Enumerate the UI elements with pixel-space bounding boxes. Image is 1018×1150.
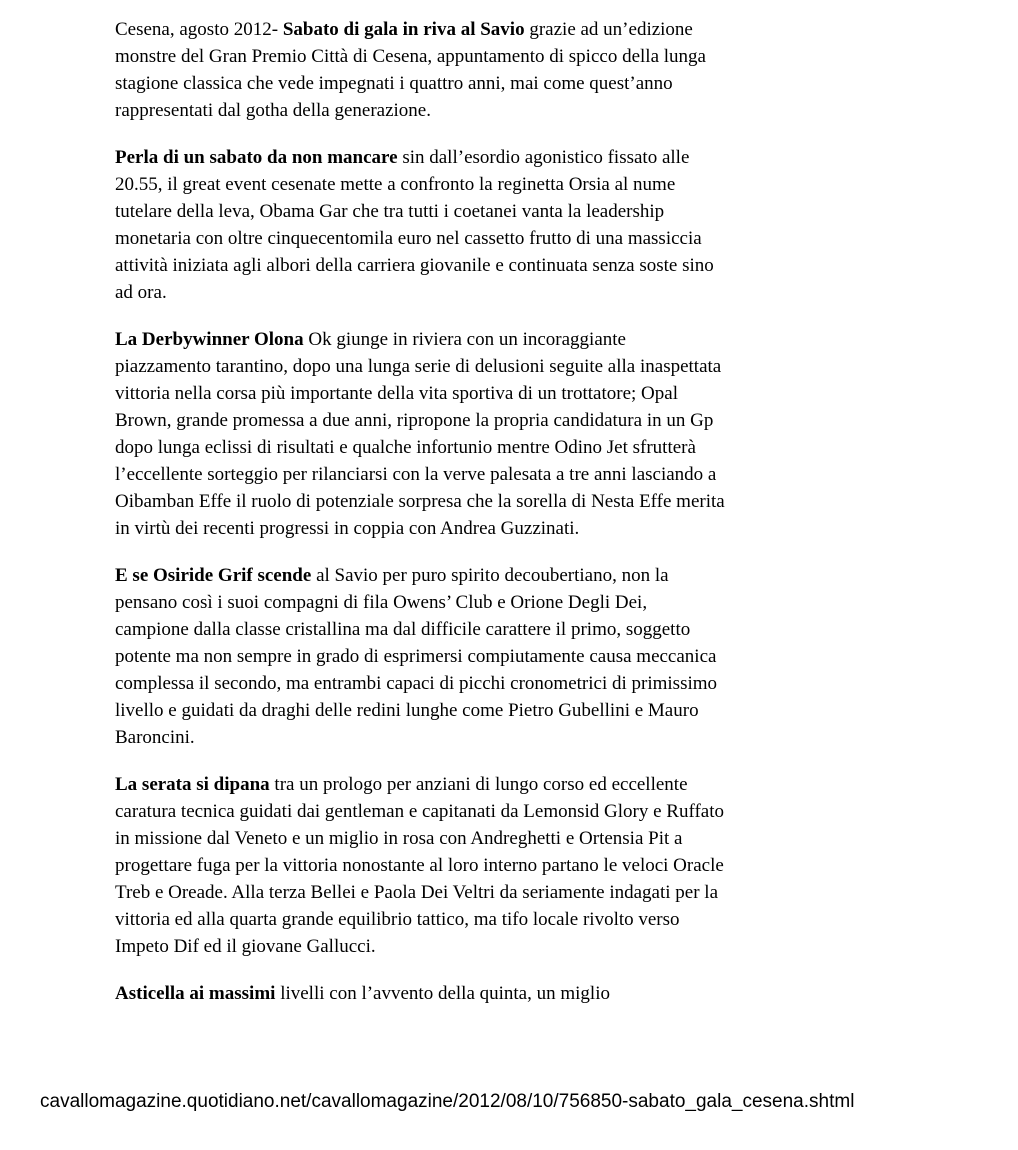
paragraph-osiride: [115, 562, 725, 751]
paragraph-lead: E se Osiride Grif scende: [115, 565, 312, 586]
paragraph-lead: Asticella ai massimi: [115, 983, 276, 1004]
paragraph-lead: La serata si dipana: [115, 774, 270, 795]
paragraph-text: sin dall’esordio agonistico fissato alle 20.55, il great event cesenate mette a confronto la reginetta Orsia al nume tutelare della leva, Obama Gar che tra tutti i coetanei vanta la leadership monetaria con oltre cinquecentomila euro nel cassetto frutto di una massiccia attività iniziata agli albori della carriera giovanile e continuata senza soste sino ad ora.: [115, 147, 714, 303]
paragraph-derbywinner: [115, 326, 725, 542]
paragraph-lead: La Derbywinner Olona: [115, 329, 304, 350]
paragraph-lead: Perla di un sabato da non mancare: [115, 147, 398, 168]
paragraph-text: al Savio per puro spirito decoubertiano, non la pensano così i suoi compagni di fila Owens’ Club e Orione Degli Dei, campione dalla classe cristallina ma dal difficile carattere il primo, soggetto potente ma non sempre in grado di esprimersi compiutamente causa meccanica complessa il secondo, ma entrambi capaci di picchi cronometrici di primissimo livello e guidati da draghi delle redini lunghe come Pietro Gubellini e Mauro Baroncini.: [115, 565, 718, 748]
paragraph-text: grazie ad un’edizione monstre del Gran Premio Città di Cesena, appuntamento di spicco della lunga stagione classica che vede impegnati i quattro anni, mai come quest’anno rappresentati dal gotha della generazione.: [115, 19, 706, 121]
paragraph-text: Ok giunge in riviera con un incoraggiante piazzamento tarantino, dopo una lunga serie di delusioni seguite alla inaspettata vittoria nella corsa più importante della vita sportiva di un trottatore; Opal Brown, grande promessa a due anni, ripropone la propria candidatura in un Gp dopo lunga eclissi di risultati e qualche infortunio mentre Odino Jet sfrutterà l’eccellente sorteggio per rilanciarsi con la verve palesata a tre anni lasciando a Oibamban Effe il ruolo di potenziale sorpresa che la sorella di Nesta Effe merita in virtù dei recenti progressi in coppia con Andrea Guzzinati.: [115, 329, 725, 539]
article-body: [115, 16, 725, 1027]
paragraph-text: livelli con l’avvento della quinta, un miglio: [275, 983, 610, 1004]
paragraph-perla: [115, 144, 725, 306]
paragraph-lead: Sabato di gala in riva al Savio: [282, 19, 525, 40]
paragraph-asticella: [115, 980, 725, 1007]
source-url: cavallomagazine.quotidiano.net/cavallomagazine/2012/08/10/756850-sabato_gala_cesena.shtml: [40, 1091, 855, 1112]
paragraph-serata: [115, 771, 725, 960]
paragraph-intro: [115, 16, 725, 124]
paragraph-prefix: Cesena, agosto 2012-: [115, 19, 283, 40]
paragraph-text: tra un prologo per anziani di lungo corso ed eccellente caratura tecnica guidati dai gentleman e capitanati da Lemonsid Glory e Ruffato in missione dal Veneto e un miglio in rosa con Andreghetti e Ortensia Pit a progettare fuga per la vittoria nonostante al loro interno partano le veloci Oracle Treb e Oreade. Alla terza Bellei e Paola Dei Veltri da seriamente indagati per la vittoria ed alla quarta grande equilibrio tattico, ma tifo locale rivolto verso Impeto Dif ed il giovane Gallucci.: [115, 774, 724, 957]
